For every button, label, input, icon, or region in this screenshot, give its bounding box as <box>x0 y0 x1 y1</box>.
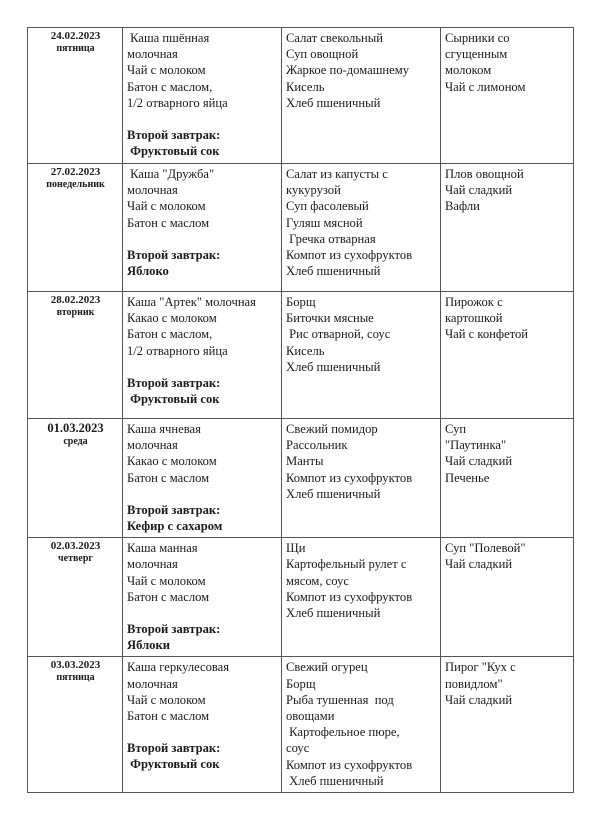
second-breakfast-title: Второй завтрак: <box>127 741 221 756</box>
lunch-item: Гречка отварная <box>286 231 376 246</box>
snack-item: Чай с конфетой <box>445 327 529 342</box>
breakfast-item: Каша геркулесовая <box>127 660 230 675</box>
snack-item: Чай сладкий <box>445 557 513 572</box>
second-breakfast-item: Фруктовый сок <box>127 144 220 159</box>
weekday-label: среда <box>63 436 88 447</box>
spacer <box>127 231 278 247</box>
breakfast-item: молочная <box>127 676 178 691</box>
date-label: 02.03.2023 <box>50 540 101 553</box>
breakfast-item: молочная <box>127 438 178 453</box>
lunch-item: Хлеб пшеничный <box>286 95 381 110</box>
menu-day-row <box>28 538 574 657</box>
snack-item: Сырники со <box>445 31 510 45</box>
lunch-item: Картофельное пюре, <box>286 725 400 740</box>
snack-cell <box>441 28 574 164</box>
snack-item: "Паутинка" <box>445 438 507 453</box>
second-breakfast-title: Второй завтрак: <box>127 502 221 517</box>
lunch-item: Жаркое по-домашнему <box>286 63 409 78</box>
breakfast-item: Каша "Дружба" <box>127 167 215 181</box>
snack-item: Пирожок с <box>445 295 503 309</box>
snack-item: картошкой <box>445 311 503 326</box>
snack-cell <box>441 538 574 657</box>
lunch-item: Суп овощной <box>286 47 359 62</box>
lunch-item: кукурузой <box>286 183 341 198</box>
snack-item: Чай с лимоном <box>445 79 526 94</box>
lunch-item: Кисель <box>286 79 325 94</box>
second-breakfast-title: Второй завтрак: <box>127 247 221 262</box>
lunch-item: Рис отварной, соус <box>286 327 391 342</box>
lunch-cell <box>282 292 441 419</box>
menu-day-row <box>28 292 574 419</box>
lunch-item: Компот из сухофруктов <box>286 757 413 772</box>
snack-item: Печенье <box>445 470 490 485</box>
second-breakfast-item: Фруктовый сок <box>127 757 220 772</box>
date-label: 01.03.2023 <box>47 421 104 435</box>
breakfast-item: Какао с молоком <box>127 311 217 326</box>
breakfast-cell <box>123 292 282 419</box>
spacer <box>127 724 278 740</box>
lunch-item: Гуляш мясной <box>286 215 363 230</box>
lunch-item: Компот из сухофруктов <box>286 248 413 263</box>
date-cell <box>28 538 123 657</box>
second-breakfast-title: Второй завтрак: <box>127 128 221 143</box>
breakfast-cell <box>123 164 282 292</box>
breakfast-item: Чай с молоком <box>127 573 206 588</box>
breakfast-item: Батон с маслом <box>127 589 210 604</box>
weekday-label: четверг <box>58 553 93 565</box>
lunch-item: Манты <box>286 454 324 469</box>
date-cell <box>28 164 123 292</box>
second-breakfast-item: Кефир с сахаром <box>127 519 223 534</box>
spacer <box>127 359 278 375</box>
lunch-item: Хлеб пшеничный <box>286 773 384 788</box>
snack-cell <box>441 164 574 292</box>
spacer <box>127 486 278 502</box>
date-cell <box>28 419 123 538</box>
lunch-item: Кисель <box>286 343 325 358</box>
second-breakfast-title: Второй завтрак: <box>127 375 221 390</box>
snack-item: Вафли <box>445 199 480 214</box>
lunch-item: Хлеб пшеничный <box>286 606 381 621</box>
menu-day-row <box>28 164 574 292</box>
lunch-item: Борщ <box>286 676 316 691</box>
breakfast-item: Какао с молоком <box>127 454 217 469</box>
breakfast-item: Чай с молоком <box>127 692 206 707</box>
snack-item: сгущенным <box>445 47 508 62</box>
lunch-item: Компот из сухофруктов <box>286 470 413 485</box>
lunch-cell <box>282 538 441 657</box>
breakfast-item: Каша "Артек" молочная <box>127 295 256 309</box>
lunch-cell <box>282 164 441 292</box>
weekday-label: пятница <box>56 672 95 684</box>
lunch-cell <box>282 28 441 164</box>
lunch-item: Компот из сухофруктов <box>286 589 413 604</box>
menu-day-row <box>28 419 574 538</box>
breakfast-item: молочная <box>127 183 178 198</box>
menu-rows <box>28 28 574 793</box>
snack-item: Пирог "Кух с <box>445 660 516 675</box>
breakfast-item: молочная <box>127 47 178 62</box>
second-breakfast-item: Фруктовый сок <box>127 392 220 407</box>
lunch-item: овощами <box>286 709 335 724</box>
breakfast-item: Батон с маслом, <box>127 327 213 342</box>
lunch-item: Салат свекольный <box>286 31 383 45</box>
breakfast-cell <box>123 28 282 164</box>
snack-cell <box>441 292 574 419</box>
snack-item: Чай сладкий <box>445 183 513 198</box>
breakfast-item: Батон с маслом <box>127 215 210 230</box>
breakfast-cell <box>123 538 282 657</box>
lunch-item: мясом, соус <box>286 573 349 588</box>
weekday-label: понедельник <box>46 179 105 190</box>
snack-cell <box>441 657 574 793</box>
lunch-cell <box>282 419 441 538</box>
weekday-label: пятница <box>56 43 95 54</box>
menu-table <box>27 27 574 793</box>
second-breakfast-item: Яблоко <box>127 264 169 279</box>
lunch-item: Биточки мясные <box>286 311 374 326</box>
date-cell <box>28 28 123 164</box>
snack-item: Суп <box>445 422 467 436</box>
breakfast-item: Каша ячневая <box>127 422 201 436</box>
lunch-item: Рыба тушенная под <box>286 692 394 707</box>
spacer <box>127 605 278 621</box>
lunch-item: Свежий огурец <box>286 660 368 675</box>
lunch-item: Суп фасолевый <box>286 199 369 214</box>
menu-day-row <box>28 28 574 164</box>
date-label: 24.02.2023 <box>50 30 101 42</box>
snack-item: Чай сладкий <box>445 692 513 707</box>
snack-item: Суп "Полевой" <box>445 541 526 556</box>
menu-day-row <box>28 657 574 793</box>
breakfast-item: молочная <box>127 557 178 572</box>
lunch-item: Хлеб пшеничный <box>286 486 381 501</box>
snack-item: повидлом" <box>445 676 503 691</box>
snack-item: молоком <box>445 63 492 78</box>
breakfast-cell <box>123 419 282 538</box>
date-cell <box>28 292 123 419</box>
lunch-item: соус <box>286 741 310 756</box>
snack-item: Чай сладкий <box>445 454 513 469</box>
breakfast-item: Батон с маслом <box>127 709 210 724</box>
breakfast-item: Чай с молоком <box>127 199 206 214</box>
breakfast-item: Чай с молоком <box>127 63 206 78</box>
lunch-cell <box>282 657 441 793</box>
breakfast-item: Батон с маслом <box>127 470 210 485</box>
snack-item: Плов овощной <box>445 167 524 181</box>
second-breakfast-title: Второй завтрак: <box>127 622 221 637</box>
date-label: 03.03.2023 <box>50 659 101 672</box>
spacer <box>127 111 278 127</box>
snack-cell <box>441 419 574 538</box>
second-breakfast-item: Яблоки <box>127 638 170 653</box>
breakfast-item: Батон с маслом, <box>127 79 213 94</box>
lunch-item: Хлеб пшеничный <box>286 359 381 374</box>
weekday-label: вторник <box>56 307 95 318</box>
lunch-item: Картофельный рулет с <box>286 557 407 572</box>
breakfast-item: 1/2 отварного яйца <box>127 343 228 358</box>
breakfast-item: Каша пшённая <box>127 31 210 45</box>
breakfast-item: 1/2 отварного яйца <box>127 95 228 110</box>
lunch-item: Свежий помидор <box>286 422 378 436</box>
date-cell <box>28 657 123 793</box>
lunch-item: Борщ <box>286 295 316 309</box>
breakfast-item: Каша манная <box>127 541 198 556</box>
lunch-item: Рассольник <box>286 438 348 453</box>
breakfast-cell <box>123 657 282 793</box>
lunch-item: Салат из капусты с <box>286 167 388 181</box>
date-label: 27.02.2023 <box>50 166 101 178</box>
lunch-item: Хлеб пшеничный <box>286 264 381 279</box>
date-label: 28.02.2023 <box>50 294 101 306</box>
lunch-item: Щи <box>286 541 306 556</box>
